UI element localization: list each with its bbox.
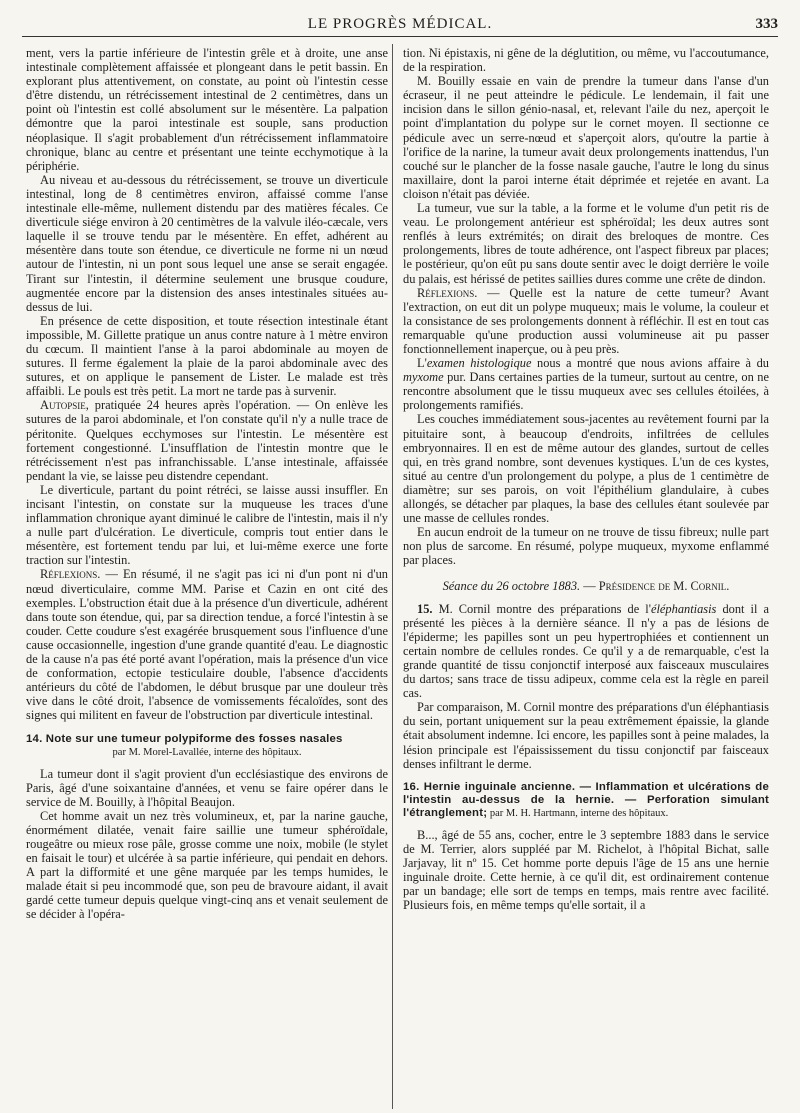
article-number: 16. [403, 780, 420, 793]
article-heading-16 [403, 781, 769, 820]
paragraph: Par comparaison, M. Cornil montre des préparations d'un éléphantiasis du sein, portant uniquement sur la peau extrêmement épaissie, la glande était absolument indemne. Ici encore, les papilles sont à peine malades, la lésion principale est l'épaississement du tissu conjonctif par faisceaux denses infiltrant le derme. [403, 700, 769, 771]
paragraph: Les couches immédiatement sous-jacentes au revêtement fourni par la pituitaire sont, à beaucoup d'endroits, infiltrées de cellules embryonnaires. Il en est de même autour des glandes, surtout de celles qui, en très grand nombre, sont devenues kystiques. L'un de ces kystes, situé au centre d'un prolongement du polype, a plus de 1 centimètre de diamètre; sur ses parois, on voit l'épithélium glandulaire, à cubes allongés, se détacher par plaques, la base des cellules étant soulevée par une masse de cellules rondes. [403, 412, 769, 526]
article-title: Note sur une tumeur polypiforme des fosses nasales [42, 732, 343, 745]
page-header [22, 6, 778, 37]
article-author: par M. Morel-Lavallée, interne des hôpitaux. [112, 746, 302, 758]
article-author: par M. H. Hartmann, interne des hôpitaux. [487, 807, 669, 819]
paragraph: M. Bouilly essaie en vain de prendre la tumeur dans l'anse d'un écraseur, il ne peut atteindre le pédicule. Le lendemain, il fait une incision dans le sillon génio-nasal, et, relevant l'aile du nez, aperçoit le point d'implantation du polype sur le cornet moyen. Il sectionne ce pédicule avec un serre-nœud et s'aperçoit alors, qu'outre la partie à l'orifice de la narine, la tumeur avait deux prolongements inattendus, l'un couché sur le plancher de la fosse nasale gauche, l'autre le long du sinus maxillaire, dont la paroi interne était déprimée et rejetée en avant. La cloison n'était pas déviée. [403, 74, 769, 201]
session-presidency: — Présidence de M. Cornil. [580, 579, 730, 594]
paragraph: La tumeur, vue sur la table, a la forme et le volume d'un petit ris de veau. Le prolongement antérieur est sphéroïdal; les deux autres sont renflés à leurs extrémités; on dirait des breloques de montre. Ces prolongements, libres de toute adhérence, ont l'aspect fibreux par places; le postérieur, qu'on eût pu sans doute sentir avec le doigt derrière le voile du palais, est hérissé de petites saillies dures comme une crête de dindon. [403, 201, 769, 286]
session-date: Séance du 26 octobre 1883. [442, 579, 581, 594]
paragraph: L'examen histologique nous a montré que nous avions affaire à du myxome pur. Dans certaines parties de la tumeur, surtout au centre, on ne rencontre absolument que le tissu muqueux avec ses cellules étoilées, à prolongements ramifiés. [403, 356, 769, 413]
paragraph-text: . — En résumé, il ne s'agit pas ici ni d'un pont ni d'un nœud diverticulaire, comme MM. Parise et Cazin en ont cité des exemples. L'obstruction était due à la présence d'un diverticule, adhérent dans toute son étendue, qui, par sa direction tendue, a forcé l'intestin à se couder. Cette coudure s'est exagérée brusquement sous l'influence d'une cause occasionnelle, ingestion d'une grande quantité d'eau. Le diagnostic de la cause n'a pas été porté avant l'opération, mais la présence d'un vice de conformation, ectopie testiculaire double, l'absence d'accidents antérieurs du côté de l'abdomen, le début brusque par une douleur très vive dans le côté droit, l'absence de vomissements fécaloïdes, sont des signes qui militent en faveur de l'obstruction par diverticule intestinal. [26, 567, 388, 723]
section-label: Autopsie [40, 398, 86, 413]
paragraph: Au niveau et au-dessous du rétrécissement, se trouve un diverticule intestinal, long de 8 centimètres environ, affaissé comme l'anse intestinale elle-même, nullement distendu par des matières fécales. Ce diverticule siége environ à 20 centimètres de la valvule iléo-cæcale, vers laquelle il se trouve tendu par le mésentère. En effet, adhérent au mésentère dans toute son étendue, ce diverticule ne forme ni un nœud autour de l'intestin, ni un pont sous lequel une anse se serait engagée. Tirant sur l'intestin, il détermine seulement une brusque coudure, augmentée encore par la distension des anses intestinales situées au-dessus de lui. [26, 172, 388, 314]
section-label: Réflexions [40, 567, 98, 582]
paragraph [403, 286, 769, 356]
article-heading-14 [26, 733, 388, 759]
section-label: Réflexions [417, 285, 475, 300]
emphasis: éléphantiasis [650, 601, 717, 616]
paragraph: ment, vers la partie inférieure de l'intestin grêle et à droite, une anse intestinale complètement affaissée et plongeant dans le petit bassin. En explorant plus attentivement, on constate, au point où l'intestin cesse d'être distendu, un rétrécissement intestinal de 2 centimètres, dans un point où l'intestin est collé absolument sur le mésentère. La palpation démontre que la paroi intestinale est souple, sans production néoplasique. Il s'agit probablement d'un rétrécissement inflammatoire chronique, blanc au centre et présentant une teinte ecchymotique à la périphérie. [26, 46, 388, 173]
paragraph: tion. Ni épistaxis, ni gêne de la déglutition, ou même, vu l'accoutumance, de la respiration. [403, 46, 769, 75]
left-column [26, 46, 388, 922]
paragraph-text: , pratiquée 24 heures après l'opération. — On enlève les sutures de la paroi abdominale, et l'on constate qu'il n'y a nulle trace de péritonite. Quelques ecchymoses sur l'intestin. Le mésentère est fortement congestionné. L'insufflation de l'intestin montre que le rétrécissement n'est pas infranchissable. L'anse intestinale, affaissée pendant la vie, se laisse peu distendre cependant. [26, 398, 388, 483]
paragraph: B..., âgé de 55 ans, cocher, entre le 3 septembre 1883 dans le service de M. Terrier, alors suppléé par M. Richelot, à l'hôpital Bichat, salle Jarjavay, lit nº 15. Cet homme porte depuis l'âge de 15 ans une hernie inguinale droite. Cette hernie, à ce qu'il dit, est ordinairement contenue par un bandage; elle sort de temps en temps, mais rentre avec facilité. Plusieurs fois, en même temps qu'elle sortait, il a [403, 827, 769, 913]
paragraph [26, 567, 388, 722]
paragraph-text: . — Quelle est la nature de cette tumeur? Avant l'extraction, on eut dit un polype muqueux; mais le volume, la couleur et la consistance de ses prolongements donnent à réfléchir. Il est en tout cas remarquable qu'une production aussi volumineuse ait pu passer fonctionnellement inaperçue, ou à peu près. [403, 285, 769, 356]
emphasis: examen histologique [426, 356, 532, 371]
journal-title: LE PROGRÈS MÉDICAL. [307, 16, 493, 32]
paragraph: En aucun endroit de la tumeur on ne trouve de tissu fibreux; nulle part non plus de sarcome. En résumé, polype muqueux, myxome enflammé par places. [403, 525, 769, 568]
paragraph [26, 398, 388, 483]
paragraph: En présence de cette disposition, et toute résection intestinale étant impossible, M. Gillette pratique un anus contre nature à 1 mètre environ du cœcum. Il maintient l'anse à la paroi abdominale au moyen de sutures. Il ferme également la plaie de la paroi abdominale avec des sutures, et on applique le pansement de Lister. Le malade est très affaibli. Le pouls est très petit. La mort ne tarde pas à survenir. [26, 313, 388, 399]
page-number: 333 [755, 16, 778, 32]
right-column [403, 46, 769, 912]
paragraph: La tumeur dont il s'agit provient d'un ecclésiastique des environs de Paris, âgé d'une soixantaine d'années, et venu se faire opérer dans le service de M. Bouilly, à l'hôpital Beaujon. [26, 766, 388, 809]
article-number: 14. [26, 732, 43, 745]
paragraph: Cet homme avait un nez très volumineux, et, par la narine gauche, énormément dilatée, venait faire saillie une tumeur sphéroïdale, rougeâtre ou mieux rose pâle, grosse comme une noix, mobile (le stylet en faisait le tour) et ulcérée à sa partie inférieure, qui pendait en dehors. A part la difformité et une gêne marquée par les temps humides, le malade était si peu incommodé que, son peu de bravoure aidant, il avait gardé cette tumeur depuis quelque vingt-cinq ans et venait seulement de se décider à l'opéra- [26, 808, 388, 922]
article-number: 15. [417, 601, 433, 616]
paragraph: 15. M. Cornil montre des préparations de l'éléphantiasis dont il a présenté les pièces à la dernière séance. Il n'y a pas de lésions de l'épiderme; les papilles sont un peu hypertrophiées et contiennent un certain nombre de cellules rondes. Ce qu'il y a de remarquable, c'est la grande quantité de tissu conjonctif interposé aux faisceaux musculaires du dartos; sans trace de tissu adipeux, comme cela est la règle en pareil cas. [403, 601, 769, 701]
paragraph: Le diverticule, partant du point rétréci, se laisse aussi insuffler. En incisant l'intestin, on constate sur la muqueuse les traces d'une inflammation chronique ayant diminué le calibre de l'intestin, mais il n'y a nulle part d'ulcération. Le diverticule, compris tout entier dans le mésentère, est fortement tendu par lui, et lui-même exerce une forte traction sur l'intestin. [26, 482, 388, 568]
column-divider [392, 44, 393, 1109]
article-title: Hernie inguinale ancienne. — Inflammation et ulcérations de l'intestin au-dessus de la hernie. — Perforation simulant l'étranglement; [403, 780, 769, 819]
session-heading [403, 579, 769, 593]
emphasis: myxome [403, 370, 444, 385]
